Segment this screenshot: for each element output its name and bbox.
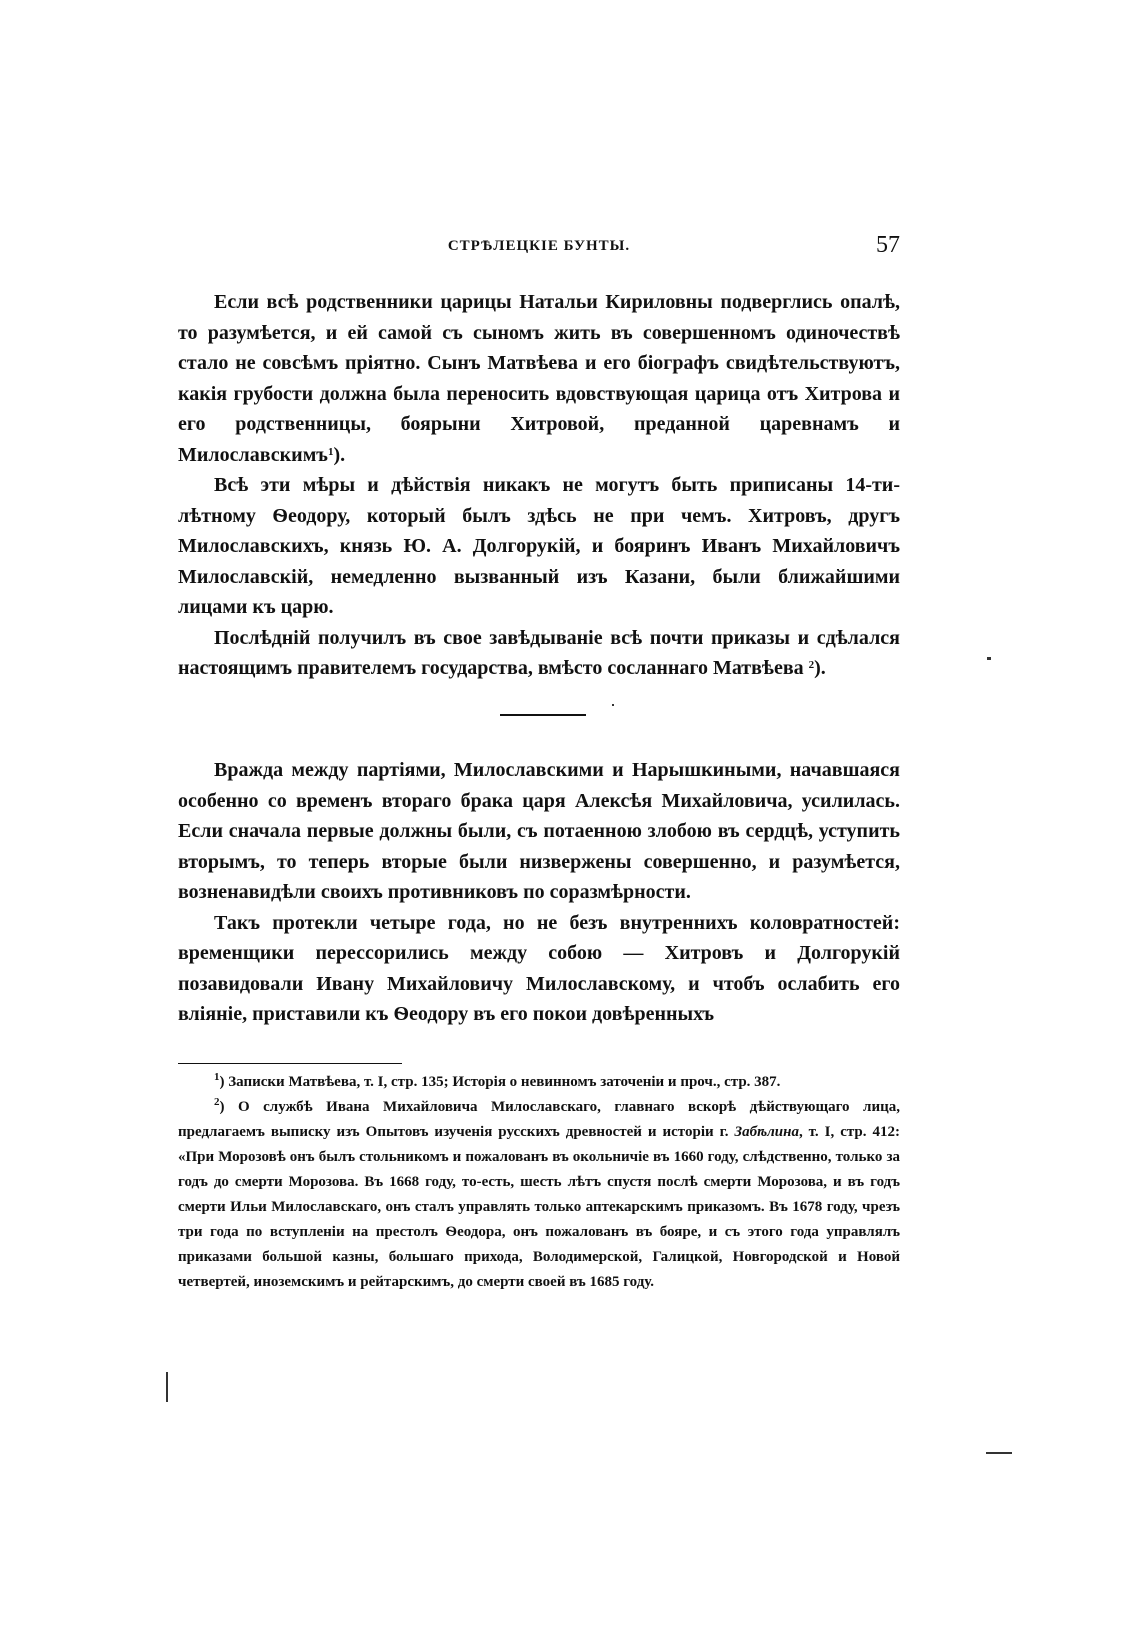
page-number: 57: [876, 232, 900, 258]
scan-dot-right: [987, 657, 991, 660]
page-header: [178, 232, 900, 262]
paragraph: [178, 908, 900, 1030]
scan-dot-center: [612, 704, 614, 706]
running-head: СТРѢЛЕЦКІЕ БУНТЫ.: [447, 238, 631, 254]
footnote: [178, 1095, 900, 1295]
footnote-ref: 1: [327, 445, 334, 458]
footnote-text: ) Записки Матвѣева, т. I, стр. 135; Исторія о невинномъ заточеніи и проч., стр. 387.: [219, 1074, 781, 1090]
text-block-upper: [178, 287, 900, 684]
paragraph: [178, 287, 900, 470]
paragraph-tail: ).: [814, 657, 826, 679]
footnotes: [178, 1070, 900, 1295]
paragraph: [178, 623, 900, 684]
paragraph-text: Всѣ эти мѣры и дѣйствія никакъ не могутъ быть приписаны 14-ти-лѣтному Ѳеодору, который былъ здѣсь не при чемъ. Хитровъ, другъ Милославскихъ, князь Ю. А. Долгорукій, и бояринъ Иванъ Михайловичъ Милославскій, немедленно вызванный изъ Казани, были ближайшими лицами къ царю.: [178, 474, 900, 618]
text-block-lower: [178, 755, 900, 1030]
footnote-rule: [178, 1063, 402, 1064]
paragraph-text: Вражда между партіями, Милославскими и Нарышкиными, начавшаяся особенно со временъ втораго брака царя Алексѣя Михайловича, усилилась. Если сначала первые должны были, съ потаенною злобою въ сердцѣ, уступить вторымъ, то теперь вторые были низвержены совершенно, и разумѣется, возненавидѣли своихъ противниковъ по соразмѣрности.: [178, 759, 900, 903]
scan-mark-right: [986, 1452, 1012, 1454]
paragraph-text: Такъ протекли четыре года, но не безъ внутреннихъ коловратностей: временщики перессорились между собою — Хитровъ и Долгорукій позавидовали Ивану Михайловичу Милославскому, и чтобъ ослабить его вліяніе, приставили къ Ѳеодору въ его покои довѣренныхъ: [178, 911, 900, 1025]
scan-mark-left: [166, 1372, 168, 1402]
footnote-author: Забѣлина: [734, 1124, 799, 1140]
paragraph-tail: ).: [333, 443, 346, 466]
paragraph-text: Если всѣ родственники царицы Натальи Кириловны подверглись опалѣ, то разумѣется, и ей самой съ сыномъ жить въ совершенномъ одиночествѣ стало не совсѣмъ пріятно. Сынъ Матвѣева и его біографъ свидѣтельствуютъ, какія грубости должна была переносить вдовствующая царица отъ Хитрова и его родственницы, боярыни Хитровой, преданной царевнамъ и Милославскимъ: [178, 291, 900, 466]
footnote: [178, 1070, 900, 1095]
paragraph: [178, 755, 900, 908]
section-separator: [500, 714, 586, 716]
footnote-mark: 1: [214, 1071, 220, 1083]
footnote-text-cont: , т. I, стр. 412: «При Морозовѣ онъ былъ стольникомъ и пожалованъ въ окольничіе въ 1660 году, слѣдственно, только за годъ до смерти Морозова. Въ 1668 году, то-есть, шесть лѣтъ спустя послѣ смерти Морозова, и въ годъ смерти Ильи Милославскаго, онъ сталъ управлять только аптекарскимъ приказомъ. Въ 1678 году, чрезъ три года по вступленіи на престолъ Ѳеодора, онъ пожалованъ въ бояре, и съ этого года управлялъ приказами большой казны, большаго прихода, Володимерской, Галицкой, Новгородской и Новой четвертей, иноземскимъ и рейтарскимъ, до смерти своей въ 1685 году.: [178, 1124, 900, 1290]
footnote-ref: 2: [808, 659, 815, 671]
footnote-text: ) О службѣ Ивана Михайловича Милославскаго, главнаго вскорѣ дѣйствующаго лица, предлагаемъ выписку изъ Опытовъ изученія русскихъ древностей и исторіи г.: [178, 1099, 900, 1140]
paragraph: [178, 470, 900, 623]
footnote-mark: 2: [214, 1096, 220, 1108]
paragraph-text: Послѣдній получилъ въ свое завѣдываніе всѣ почти приказы и сдѣлался настоящимъ правителемъ государства, вмѣсто сосланнаго Матвѣева: [178, 626, 900, 679]
